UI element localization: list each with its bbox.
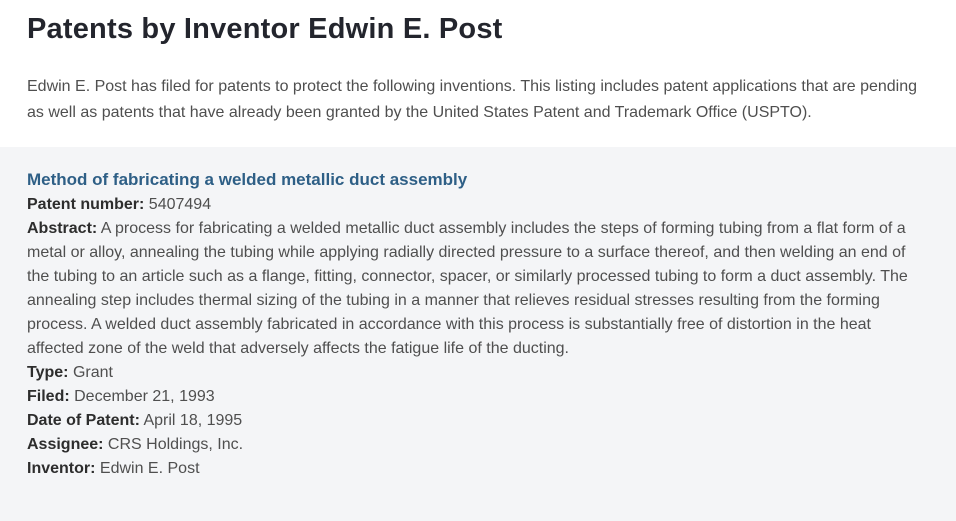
date-of-patent-label: Date of Patent: [27, 412, 140, 429]
inventor-label: Inventor: [27, 460, 96, 477]
filed-label: Filed: [27, 388, 70, 405]
abstract-label: Abstract: [27, 220, 98, 237]
filed-value: December 21, 1993 [74, 388, 215, 405]
assignee-label: Assignee: [27, 436, 104, 453]
patent-number-value: 5407494 [148, 196, 212, 213]
patent-number-field [27, 193, 926, 217]
patent-entry-card [0, 147, 956, 521]
abstract-field [27, 217, 926, 361]
patent-number-label: Patent number: [27, 196, 145, 213]
assignee-value: CRS Holdings, Inc. [107, 436, 244, 453]
filed-field [27, 385, 926, 409]
type-value: Grant [72, 364, 113, 381]
type-label: Type: [27, 364, 69, 381]
intro-text: Edwin E. Post has filed for patents to protect the following inventions. This listing includes patent applications that are pending as well as patents that have already been granted by the United States Patent and Trademark Office (USPTO). [27, 78, 918, 121]
patent-title-link[interactable]: Method of fabricating a welded metallic duct assembly [27, 170, 468, 189]
inventor-field [27, 457, 926, 481]
assignee-field [27, 433, 926, 457]
page-title: Patents by Inventor Edwin E. Post [27, 13, 503, 45]
abstract-text: A process for fabricating a welded metallic duct assembly includes the steps of forming tubing from a flat form of a metal or alloy, annealing the tubing while applying radially directed pressure to a surface thereof, and then welding an end of the tubing to an article such as a flange, fitting, connector, spacer, or similarly processed tubing to form a duct assembly. The annealing step includes thermal sizing of the tubing in a manner that relieves residual stresses resulting from the forming process. A welded duct assembly fabricated in accordance with this process is substantially free of distortion in the heat affected zone of the weld that adversely affects the fatigue life of the ducting. [27, 220, 908, 357]
page-header [0, 11, 956, 126]
type-field [27, 361, 926, 385]
date-of-patent-value: April 18, 1995 [143, 412, 243, 429]
date-of-patent-field [27, 409, 926, 433]
inventor-value: Edwin E. Post [99, 460, 200, 477]
patents-page [0, 11, 956, 521]
